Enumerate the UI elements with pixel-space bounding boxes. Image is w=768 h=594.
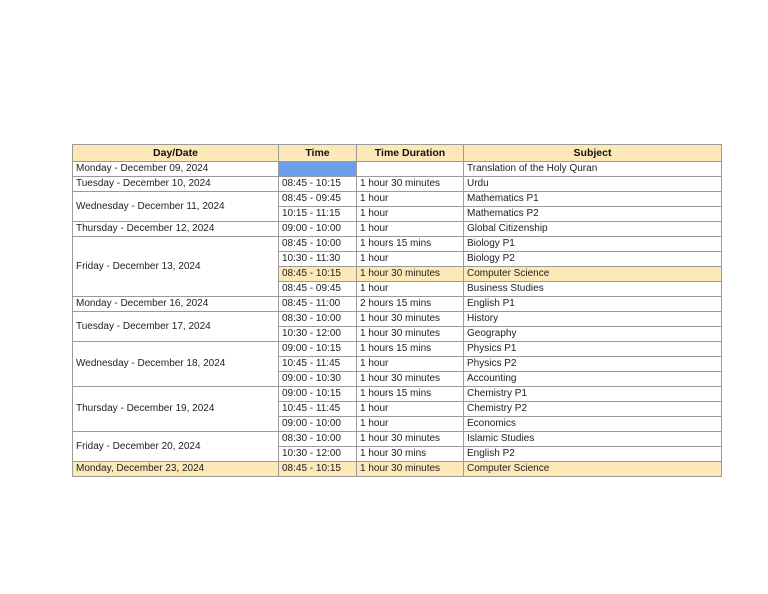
subject-cell: Geography: [464, 327, 722, 342]
subject-cell: Business Studies: [464, 282, 722, 297]
subject-cell: Translation of the Holy Quran: [464, 162, 722, 177]
subject-cell: Mathematics P2: [464, 207, 722, 222]
time-cell: 09:00 - 10:30: [279, 372, 357, 387]
subject-cell: English P2: [464, 447, 722, 462]
header-row: [73, 145, 722, 162]
timetable-body: [73, 162, 722, 477]
subject-cell: Computer Science: [464, 462, 722, 477]
day-date-cell: Monday - December 09, 2024: [73, 162, 279, 177]
day-date-cell: Wednesday - December 11, 2024: [73, 192, 279, 222]
day-date-cell: Friday - December 13, 2024: [73, 237, 279, 297]
table-row: [73, 162, 722, 177]
subject-cell: Physics P2: [464, 357, 722, 372]
duration-cell: 1 hour: [357, 357, 464, 372]
table-row: [73, 462, 722, 477]
duration-cell: [357, 162, 464, 177]
duration-cell: 1 hour: [357, 192, 464, 207]
duration-cell: 1 hours 15 mins: [357, 342, 464, 357]
header-time-duration: Time Duration: [357, 145, 464, 162]
time-cell: 08:45 - 11:00: [279, 297, 357, 312]
duration-cell: 1 hour: [357, 282, 464, 297]
duration-cell: 1 hour: [357, 222, 464, 237]
time-cell: 10:45 - 11:45: [279, 402, 357, 417]
duration-cell: 1 hour: [357, 402, 464, 417]
subject-cell: Biology P1: [464, 237, 722, 252]
subject-cell: History: [464, 312, 722, 327]
time-cell: 10:45 - 11:45: [279, 357, 357, 372]
subject-cell: Accounting: [464, 372, 722, 387]
table-row: [73, 342, 722, 357]
day-date-cell: Monday - December 16, 2024: [73, 297, 279, 312]
day-date-cell: Monday, December 23, 2024: [73, 462, 279, 477]
subject-cell: Economics: [464, 417, 722, 432]
time-cell: 08:45 - 10:15: [279, 177, 357, 192]
time-cell: 09:00 - 10:00: [279, 417, 357, 432]
header-day-date: Day/Date: [73, 145, 279, 162]
time-cell: 08:45 - 10:15: [279, 267, 357, 282]
duration-cell: 1 hours 15 mins: [357, 237, 464, 252]
duration-cell: 1 hour 30 minutes: [357, 312, 464, 327]
time-cell: 08:45 - 10:00: [279, 237, 357, 252]
table-row: [73, 222, 722, 237]
time-cell: 10:30 - 12:00: [279, 327, 357, 342]
subject-cell: Biology P2: [464, 252, 722, 267]
duration-cell: 1 hour: [357, 207, 464, 222]
duration-cell: 1 hour 30 minutes: [357, 267, 464, 282]
subject-cell: English P1: [464, 297, 722, 312]
table-row: [73, 237, 722, 252]
duration-cell: 1 hour 30 minutes: [357, 432, 464, 447]
table-row: [73, 297, 722, 312]
time-cell: 09:00 - 10:15: [279, 387, 357, 402]
duration-cell: 1 hour 30 minutes: [357, 462, 464, 477]
time-cell: 08:45 - 09:45: [279, 282, 357, 297]
day-date-cell: Tuesday - December 10, 2024: [73, 177, 279, 192]
duration-cell: 1 hours 15 mins: [357, 387, 464, 402]
duration-cell: 1 hour 30 mins: [357, 447, 464, 462]
time-cell: 09:00 - 10:15: [279, 342, 357, 357]
time-cell: 08:45 - 10:15: [279, 462, 357, 477]
table-row: [73, 432, 722, 447]
exam-timetable: [72, 144, 722, 477]
table-row: [73, 192, 722, 207]
day-date-cell: Tuesday - December 17, 2024: [73, 312, 279, 342]
header-time: Time: [279, 145, 357, 162]
subject-cell: Chemistry P2: [464, 402, 722, 417]
header-subject: Subject: [464, 145, 722, 162]
duration-cell: 1 hour 30 minutes: [357, 327, 464, 342]
duration-cell: 1 hour 30 minutes: [357, 177, 464, 192]
table-row: [73, 387, 722, 402]
subject-cell: Chemistry P1: [464, 387, 722, 402]
time-cell: 09:00 - 10:00: [279, 222, 357, 237]
subject-cell: Global Citizenship: [464, 222, 722, 237]
time-cell: 08:30 - 10:00: [279, 312, 357, 327]
time-cell: 08:45 - 09:45: [279, 192, 357, 207]
subject-cell: Islamic Studies: [464, 432, 722, 447]
subject-cell: Urdu: [464, 177, 722, 192]
time-cell: 10:15 - 11:15: [279, 207, 357, 222]
duration-cell: 1 hour 30 minutes: [357, 372, 464, 387]
time-cell: 10:30 - 11:30: [279, 252, 357, 267]
time-cell: 10:30 - 12:00: [279, 447, 357, 462]
day-date-cell: Wednesday - December 18, 2024: [73, 342, 279, 387]
day-date-cell: Friday - December 20, 2024: [73, 432, 279, 462]
day-date-cell: Thursday - December 12, 2024: [73, 222, 279, 237]
subject-cell: Computer Science: [464, 267, 722, 282]
subject-cell: Mathematics P1: [464, 192, 722, 207]
time-cell: [279, 162, 357, 177]
subject-cell: Physics P1: [464, 342, 722, 357]
table-row: [73, 312, 722, 327]
time-cell: 08:30 - 10:00: [279, 432, 357, 447]
timetable-sheet: [72, 144, 722, 477]
day-date-cell: Thursday - December 19, 2024: [73, 387, 279, 432]
duration-cell: 1 hour: [357, 417, 464, 432]
duration-cell: 1 hour: [357, 252, 464, 267]
duration-cell: 2 hours 15 mins: [357, 297, 464, 312]
table-row: [73, 177, 722, 192]
